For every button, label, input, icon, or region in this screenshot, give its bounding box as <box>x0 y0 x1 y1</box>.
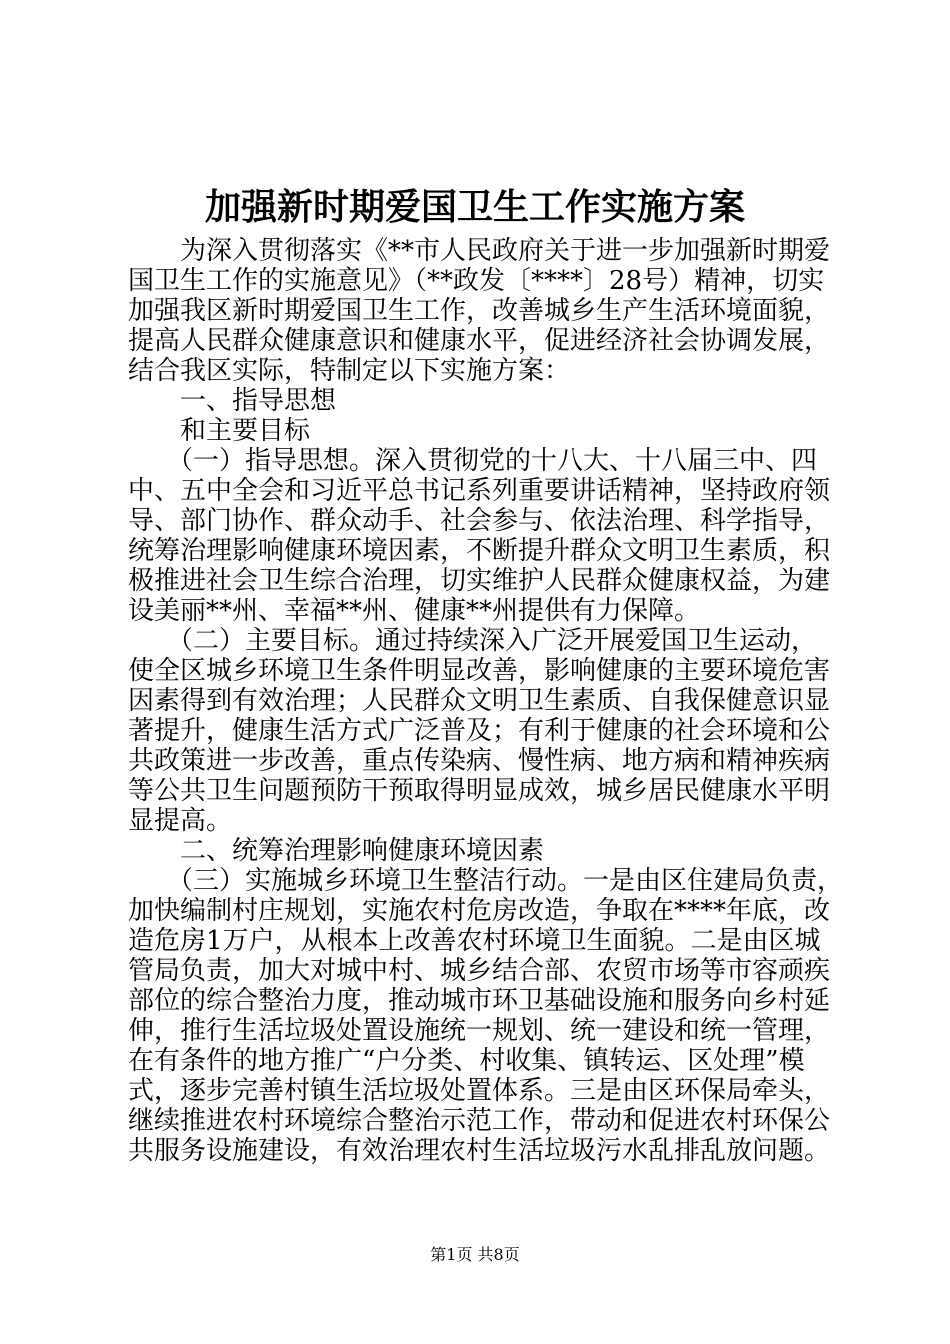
text-line: 造危房1万户，从根本上改善农村环境卫生面貌。二是由区城 <box>128 926 821 956</box>
text-line: 共服务设施建设，有效治理农村生活垃圾污水乱排乱放问题。 <box>128 1136 831 1166</box>
text-line: 导、部门协作、群众动手、社会参与、依法治理、科学指导， <box>128 506 831 536</box>
text-line: 因素得到有效治理；人民群众文明卫生素质、自我保健意识显 <box>128 686 831 716</box>
text-line: 部位的综合整治力度，推动城市环卫基础设施和服务向乡村延 <box>128 986 831 1016</box>
document-body <box>128 236 844 1166</box>
text-line: 设美丽**州、幸福**州、健康**州提供有力保障。 <box>128 596 701 626</box>
text-line: （一）指导思想。深入贯彻党的十八大、十八届三中、四 <box>128 446 818 476</box>
text-line: 提高人民群众健康意识和健康水平，促进经济社会协调发展， <box>128 326 831 356</box>
text-line: 管局负责，加大对城中村、城乡结合部、农贸市场等市容顽疾 <box>128 956 831 986</box>
text-line: 著提升，健康生活方式广泛普及；有利于健康的社会环境和公 <box>128 716 831 746</box>
text-line: （二）主要目标。通过持续深入广泛开展爱国卫生运动， <box>128 626 818 656</box>
section-heading: 二、统筹治理影响健康环境因素 <box>128 836 545 866</box>
text-line: 显提高。 <box>128 806 233 836</box>
text-line: 继续推进农村环境综合整治示范工作，带动和促进农村环保公 <box>128 1106 831 1136</box>
document-title: 加强新时期爱国卫生工作实施方案 <box>204 186 745 228</box>
text-line: 使全区城乡环境卫生条件明显改善，影响健康的主要环境危害 <box>128 656 831 686</box>
text-line: 加强我区新时期爱国卫生工作，改善城乡生产生活环境面貌， <box>128 296 831 326</box>
text-line: 极推进社会卫生综合治理，切实维护人民群众健康权益，为建 <box>128 566 831 596</box>
text-line: 中、五中全会和习近平总书记系列重要讲话精神，坚持政府领 <box>128 476 831 506</box>
section-heading: 一、指导思想 <box>128 386 337 416</box>
page-footer: 第1页 共8页 <box>430 1245 520 1264</box>
text-line: 为深入贯彻落实《**市人民政府关于进一步加强新时期爱 <box>128 236 831 266</box>
text-line: 结合我区实际，特制定以下实施方案： <box>128 356 571 386</box>
text-line: 伸，推行生活垃圾处置设施统一规划、统一建设和统一管理， <box>128 1016 831 1046</box>
text-line: 加快编制村庄规划，实施农村危房改造，争取在****年底，改 <box>128 896 831 926</box>
section-heading: 和主要目标 <box>128 416 311 446</box>
text-line: 在有条件的地方推广“户分类、村收集、镇转运、区处理”模 <box>128 1046 805 1076</box>
text-line: 统筹治理影响健康环境因素，不断提升群众文明卫生素质，积 <box>128 536 831 566</box>
text-line: （三）实施城乡环境卫生整洁行动。一是由区住建局负责， <box>128 866 844 896</box>
text-line: 共政策进一步改善，重点传染病、慢性病、地方病和精神疾病 <box>128 746 831 776</box>
text-line: 式，逐步完善村镇生活垃圾处置体系。三是由区环保局牵头， <box>128 1076 831 1106</box>
text-line: 等公共卫生问题预防干预取得明显成效，城乡居民健康水平明 <box>128 776 831 806</box>
text-line: 国卫生工作的实施意见》（**政发〔****〕28号）精神，切实 <box>128 266 825 296</box>
